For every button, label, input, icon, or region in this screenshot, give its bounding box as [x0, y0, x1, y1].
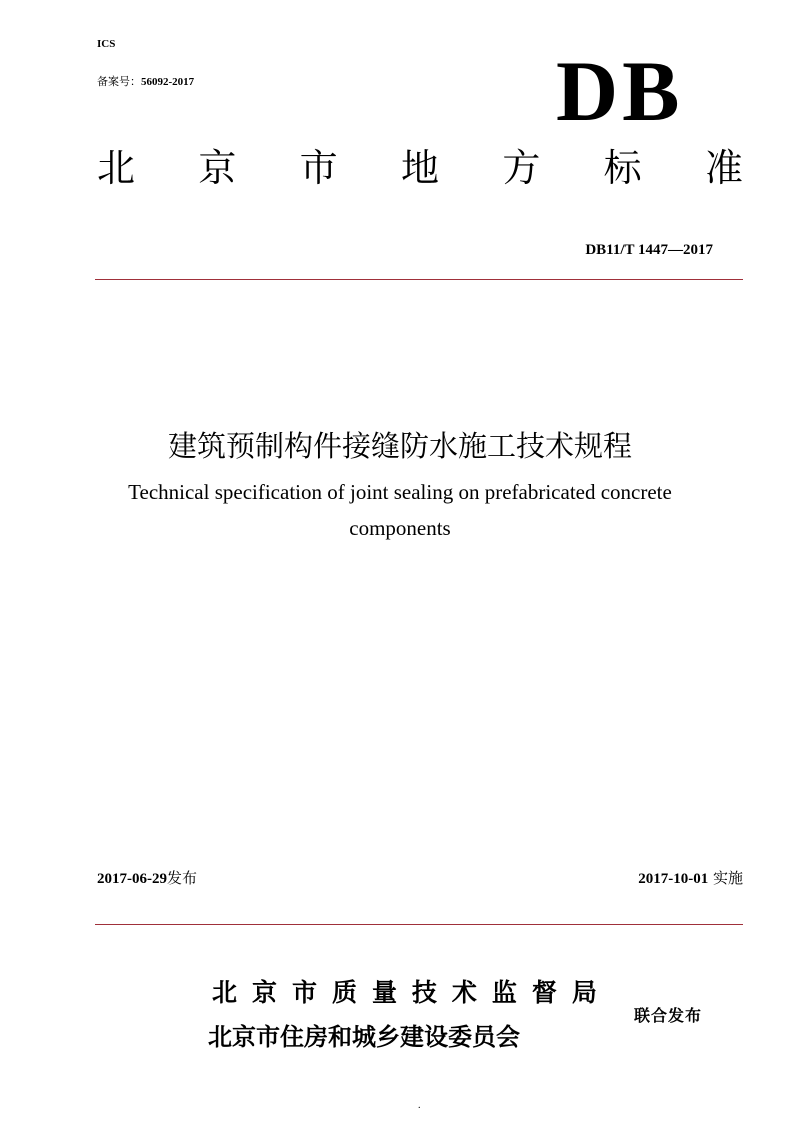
db-logo: DB: [556, 43, 684, 139]
issuer-1: [212, 973, 597, 1009]
footer-dot: .: [418, 1100, 421, 1111]
title-en-line1: Technical specification of joint sealing on prefabricated concrete: [128, 480, 672, 504]
issuer-1-char: 技: [411, 978, 437, 1007]
ics-label: ICS: [97, 38, 116, 50]
publish-date: [97, 867, 197, 888]
document-title-en: [60, 474, 740, 546]
issuer-1-char: 质: [331, 978, 357, 1007]
issuer-1-char: 市: [291, 978, 317, 1007]
standard-type-char: 方: [502, 146, 541, 190]
issuer-1-char: 督: [531, 978, 557, 1007]
issuer-2: 北京市住房和城乡建设委员会: [208, 1023, 520, 1051]
issuer-1-char: 北: [212, 978, 238, 1007]
record-number: [97, 73, 194, 89]
issuer-1-char: 量: [371, 978, 397, 1007]
implement-date-value: 2017-10-01: [638, 871, 709, 887]
standard-type-char: 北: [97, 146, 136, 190]
bottom-divider: [95, 924, 743, 925]
document-title-zh: 建筑预制构件接缝防水施工技术规程: [167, 429, 632, 463]
standard-type-char: 地: [400, 146, 439, 190]
joint-publication-label: 联合发布: [634, 1006, 703, 1025]
standard-number: DB11/T 1447—2017: [585, 242, 713, 258]
standard-type-char: 市: [299, 146, 338, 190]
issuer-1-char: 京: [251, 978, 277, 1007]
record-value: 56092-2017: [141, 76, 195, 88]
issuer-1-char: 术: [451, 978, 477, 1007]
issuer-1-char: 局: [571, 978, 597, 1007]
record-label: 备案号：: [97, 75, 141, 88]
issuer-1-char: 监: [491, 978, 517, 1007]
implement-date: [638, 867, 743, 888]
publish-date-value: 2017-06-29: [97, 871, 167, 887]
implement-label: 实施: [712, 869, 743, 887]
standard-type-char: 准: [704, 146, 743, 190]
title-en-line2: components: [349, 516, 451, 540]
publish-label: 发布: [167, 869, 198, 887]
standard-type-char: 京: [198, 146, 237, 190]
standard-type: [97, 142, 743, 194]
top-divider: [95, 279, 743, 280]
standard-type-char: 标: [603, 146, 642, 190]
